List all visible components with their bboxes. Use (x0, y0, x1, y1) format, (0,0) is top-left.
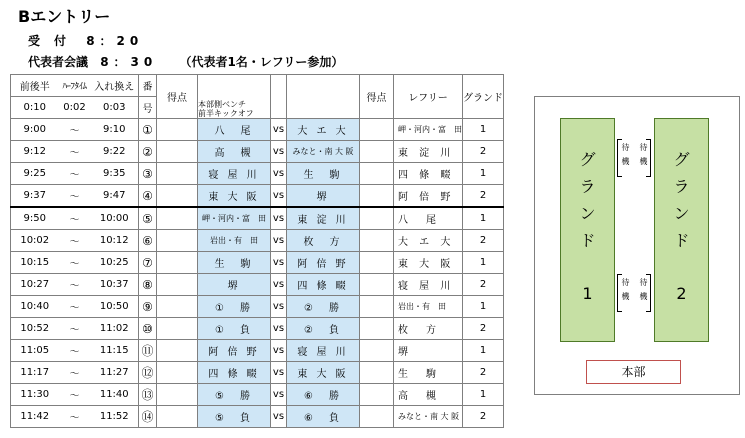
referee-team: 東 大 阪 (394, 252, 463, 274)
vs-label: vs (271, 274, 287, 296)
start-time: 11:30 (11, 384, 59, 406)
score-home (157, 274, 198, 296)
referee-team: 堺 (394, 340, 463, 362)
ground1-char-3: ン (579, 204, 596, 223)
header-col4a: 番 (139, 75, 157, 97)
away-team: ⑥ 勝 (287, 384, 360, 406)
schedule-table (10, 74, 504, 428)
match-number: ⑬ (139, 384, 157, 406)
vs-label: vs (271, 119, 287, 141)
header-col3: 入れ換え (91, 75, 139, 97)
home-team: 岬・河内・富 田 (198, 207, 271, 230)
banner-line2: 前半キックオフ (198, 109, 254, 118)
referee-team: 高 槻 (394, 384, 463, 406)
time-separator: ～ (59, 141, 91, 163)
banner-vs-cell (271, 97, 287, 119)
meeting-line (28, 53, 343, 70)
start-time: 11:42 (11, 406, 59, 428)
banner-away-empty (287, 75, 360, 97)
vs-label: vs (271, 384, 287, 406)
ground-number: 2 (463, 185, 504, 208)
ground1-char-1: グ (579, 150, 596, 169)
referee-team: 八 尾 (394, 207, 463, 230)
score-away (360, 163, 394, 185)
ground-number: 2 (463, 362, 504, 384)
match-number: ③ (139, 163, 157, 185)
time-separator: ～ (59, 340, 91, 362)
ground-1 (560, 118, 615, 342)
header-col1-sub: 0:10 (11, 97, 59, 119)
table-row (11, 207, 504, 230)
time-separator: ～ (59, 406, 91, 428)
score-away (360, 207, 394, 230)
end-time: 10:50 (91, 296, 139, 318)
headquarters-box: 本部 (586, 360, 681, 384)
start-time: 9:12 (11, 141, 59, 163)
match-number: ⑥ (139, 230, 157, 252)
wait-area-b: 待 機 (639, 143, 648, 166)
table-row (11, 296, 504, 318)
score-home (157, 384, 198, 406)
score-home (157, 296, 198, 318)
start-time: 9:50 (11, 207, 59, 230)
start-time: 10:52 (11, 318, 59, 340)
end-time: 9:22 (91, 141, 139, 163)
table-row (11, 318, 504, 340)
start-time: 9:00 (11, 119, 59, 141)
away-team: みなと・南 大 阪 (287, 141, 360, 163)
ground-number: 1 (463, 384, 504, 406)
table-row (11, 362, 504, 384)
ground-number: 2 (463, 274, 504, 296)
home-team: 八 尾 (198, 119, 271, 141)
table-row (11, 384, 504, 406)
score-home (157, 141, 198, 163)
time-separator: ～ (59, 318, 91, 340)
vs-label: vs (271, 207, 287, 230)
ground1-char-2: ラ (579, 177, 596, 196)
table-row (11, 185, 504, 208)
start-time: 9:25 (11, 163, 59, 185)
end-time: 11:40 (91, 384, 139, 406)
end-time: 9:10 (91, 119, 139, 141)
meeting-note: （代表者1名・レフリー参加） (179, 55, 344, 69)
kickoff-banner (198, 97, 271, 119)
table-row (11, 230, 504, 252)
ground2-char-4: ド (673, 231, 690, 250)
end-time: 9:47 (91, 185, 139, 208)
score-home (157, 318, 198, 340)
score-home (157, 207, 198, 230)
field-layout (534, 96, 740, 395)
score-away (360, 185, 394, 208)
score-home (157, 340, 198, 362)
score-home (157, 230, 198, 252)
table-row (11, 141, 504, 163)
home-team: 東 大 阪 (198, 185, 271, 208)
referee-team: 大 エ 大 (394, 230, 463, 252)
time-separator: ～ (59, 252, 91, 274)
header-col2: ﾊｰﾌﾀｲﾑ (59, 75, 91, 97)
ground-number: 1 (463, 252, 504, 274)
table-row (11, 406, 504, 428)
away-team: 東 大 阪 (287, 362, 360, 384)
end-time: 10:12 (91, 230, 139, 252)
time-separator: ～ (59, 296, 91, 318)
match-number: ⑦ (139, 252, 157, 274)
time-separator: ～ (59, 119, 91, 141)
score-away (360, 318, 394, 340)
match-number: ① (139, 119, 157, 141)
score-away (360, 252, 394, 274)
home-team: 寝 屋 川 (198, 163, 271, 185)
away-team: 枚 方 (287, 230, 360, 252)
start-time: 10:27 (11, 274, 59, 296)
wait-bracket-right-bottom (646, 274, 651, 312)
start-time: 9:37 (11, 185, 59, 208)
score-home (157, 362, 198, 384)
score-away (360, 384, 394, 406)
start-time: 11:05 (11, 340, 59, 362)
score-away (360, 141, 394, 163)
table-row (11, 274, 504, 296)
away-team: 東 淀 川 (287, 207, 360, 230)
away-team: 堺 (287, 185, 360, 208)
away-team: 生 駒 (287, 163, 360, 185)
banner-empty (198, 75, 271, 97)
end-time: 11:02 (91, 318, 139, 340)
home-team: 阿 倍 野 (198, 340, 271, 362)
away-team: 四 條 畷 (287, 274, 360, 296)
ground2-char-3: ン (673, 204, 690, 223)
end-time: 10:25 (91, 252, 139, 274)
score-away (360, 340, 394, 362)
match-number: ⑩ (139, 318, 157, 340)
away-team: 大 エ 大 (287, 119, 360, 141)
end-time: 10:37 (91, 274, 139, 296)
score-home (157, 252, 198, 274)
away-team: 寝 屋 川 (287, 340, 360, 362)
banner-line1: 本部側ベンチ (198, 100, 246, 109)
home-team: ① 負 (198, 318, 271, 340)
ground-number: 1 (463, 296, 504, 318)
ground-number: 2 (463, 141, 504, 163)
ground1-number: 1 (582, 284, 593, 303)
score-away (360, 119, 394, 141)
score-away (360, 230, 394, 252)
start-time: 10:40 (11, 296, 59, 318)
reception-label: 受 付 (28, 34, 68, 48)
reception-line (28, 32, 143, 49)
vs-label: vs (271, 185, 287, 208)
header-col1: 前後半 (11, 75, 59, 97)
header-score: 得点 (157, 75, 198, 119)
time-separator: ～ (59, 230, 91, 252)
table-row (11, 252, 504, 274)
home-team: 堺 (198, 274, 271, 296)
wait-area-c: 待 機 (621, 278, 630, 301)
meeting-label: 代表者会議 (28, 55, 89, 69)
vs-label: vs (271, 230, 287, 252)
score-away (360, 274, 394, 296)
time-separator: ～ (59, 185, 91, 208)
time-separator: ～ (59, 163, 91, 185)
score-away (360, 296, 394, 318)
referee-team: 四 條 畷 (394, 163, 463, 185)
vs-label: vs (271, 406, 287, 428)
ground-number: 1 (463, 340, 504, 362)
header-referee: レフリー (394, 75, 463, 119)
ground-number: 2 (463, 406, 504, 428)
home-team: ⑤ 負 (198, 406, 271, 428)
match-number: ② (139, 141, 157, 163)
start-time: 11:17 (11, 362, 59, 384)
header-ground: グランド (463, 75, 504, 119)
score-home (157, 185, 198, 208)
home-team: ① 勝 (198, 296, 271, 318)
score-home (157, 163, 198, 185)
ground1-char-4: ド (579, 231, 596, 250)
meeting-time: 8：30 (100, 55, 158, 69)
referee-team: 東 淀 川 (394, 141, 463, 163)
away-team: ⑥ 負 (287, 406, 360, 428)
table-row (11, 163, 504, 185)
wait-area-a: 待 機 (621, 143, 630, 166)
match-number: ⑨ (139, 296, 157, 318)
banner-vs-empty (271, 75, 287, 97)
end-time: 9:35 (91, 163, 139, 185)
vs-label: vs (271, 296, 287, 318)
start-time: 10:02 (11, 230, 59, 252)
ground2-char-2: ラ (673, 177, 690, 196)
table-row (11, 119, 504, 141)
time-separator: ～ (59, 362, 91, 384)
wait-bracket-right-top (646, 139, 651, 177)
vs-label: vs (271, 340, 287, 362)
match-number: ⑤ (139, 207, 157, 230)
match-number: ⑭ (139, 406, 157, 428)
score-away (360, 362, 394, 384)
vs-label: vs (271, 141, 287, 163)
away-team: ② 負 (287, 318, 360, 340)
home-team: 生 駒 (198, 252, 271, 274)
banner-away-cell (287, 97, 360, 119)
referee-team: 生 駒 (394, 362, 463, 384)
table-row (11, 340, 504, 362)
referee-team: 岩出・有 田 (394, 296, 463, 318)
time-separator: ～ (59, 384, 91, 406)
ground-number: 1 (463, 207, 504, 230)
vs-label: vs (271, 252, 287, 274)
end-time: 11:27 (91, 362, 139, 384)
time-separator: ～ (59, 274, 91, 296)
end-time: 10:00 (91, 207, 139, 230)
vs-label: vs (271, 362, 287, 384)
referee-team: 枚 方 (394, 318, 463, 340)
match-number: ⑪ (139, 340, 157, 362)
header-score2: 得点 (360, 75, 394, 119)
match-number: ⑫ (139, 362, 157, 384)
time-separator: ～ (59, 207, 91, 230)
home-team: 四 條 畷 (198, 362, 271, 384)
ground-number: 2 (463, 230, 504, 252)
referee-team: 阿 倍 野 (394, 185, 463, 208)
ground-number: 1 (463, 119, 504, 141)
page-title: Bエントリー (18, 7, 111, 26)
ground-number: 1 (463, 163, 504, 185)
header-col4b: 号 (139, 97, 157, 119)
reception-time: 8：20 (86, 34, 144, 48)
end-time: 11:52 (91, 406, 139, 428)
header-col2-sub: 0:02 (59, 97, 91, 119)
score-home (157, 406, 198, 428)
vs-label: vs (271, 163, 287, 185)
end-time: 11:15 (91, 340, 139, 362)
header-col3-sub: 0:03 (91, 97, 139, 119)
start-time: 10:15 (11, 252, 59, 274)
score-away (360, 406, 394, 428)
score-home (157, 119, 198, 141)
ground2-number: 2 (676, 284, 687, 303)
ground-number: 2 (463, 318, 504, 340)
home-team: 岩出・有 田 (198, 230, 271, 252)
referee-team: 寝 屋 川 (394, 274, 463, 296)
ground2-char-1: グ (673, 150, 690, 169)
home-team: 高 槻 (198, 141, 271, 163)
vs-label: vs (271, 318, 287, 340)
away-team: 阿 倍 野 (287, 252, 360, 274)
away-team: ② 勝 (287, 296, 360, 318)
home-team: ⑤ 勝 (198, 384, 271, 406)
match-number: ⑧ (139, 274, 157, 296)
referee-team: みなと・南 大 阪 (394, 406, 463, 428)
ground-2 (654, 118, 709, 342)
wait-area-d: 待 機 (639, 278, 648, 301)
match-number: ④ (139, 185, 157, 208)
referee-team: 岬・河内・富 田 (394, 119, 463, 141)
